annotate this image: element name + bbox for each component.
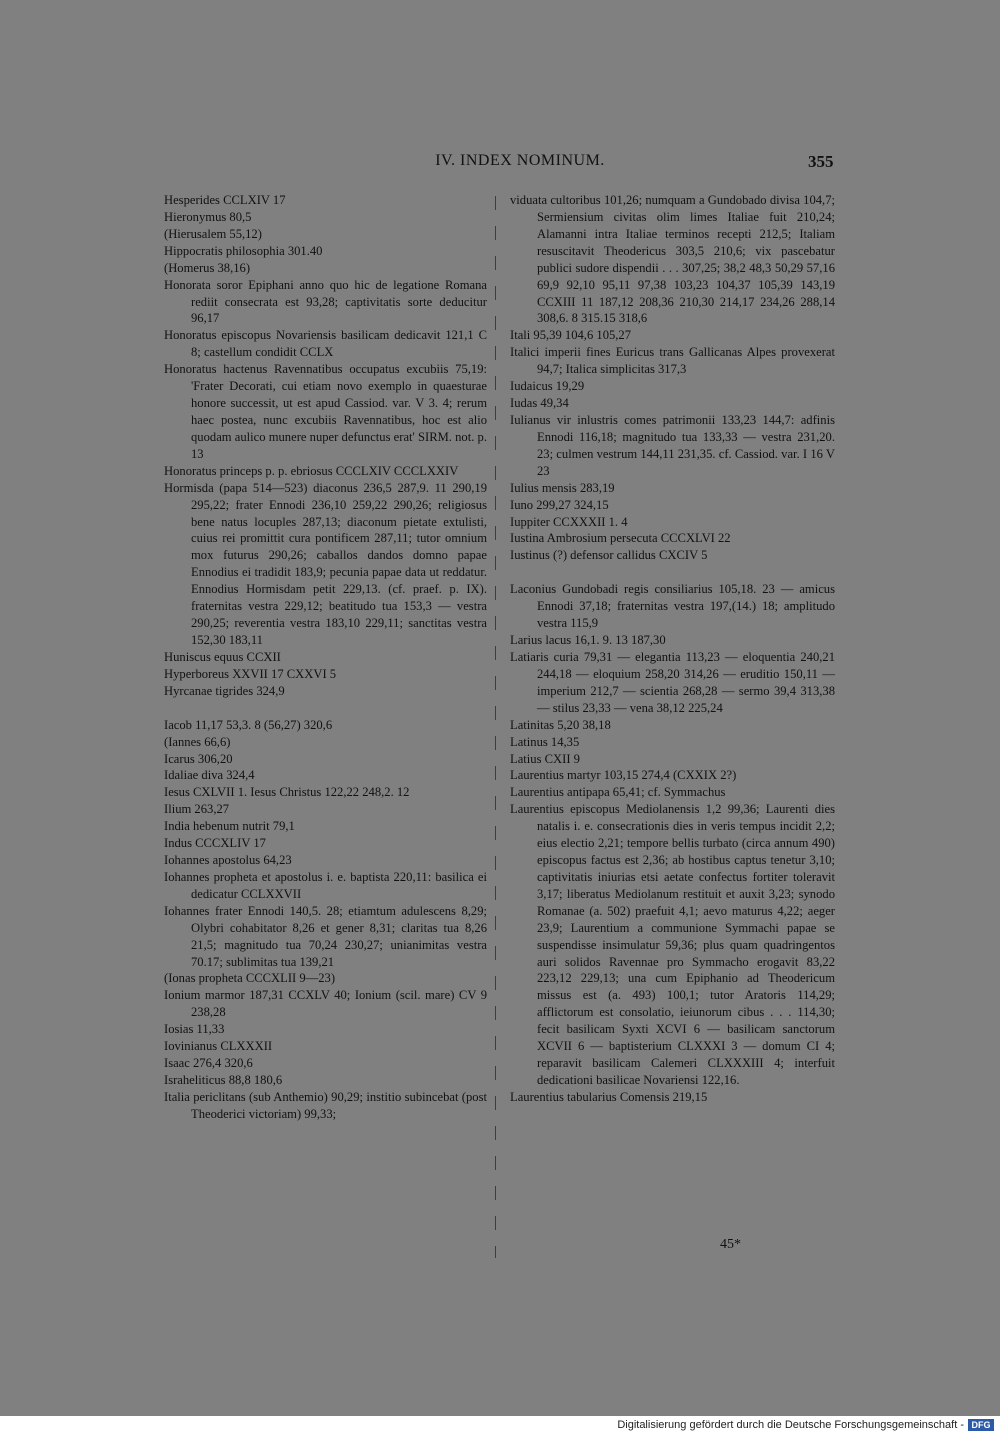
dfg-logo-icon: DFG <box>968 1419 994 1431</box>
index-entry: Hesperides CCLXIV 17 <box>164 193 286 207</box>
column-divider <box>495 196 496 1258</box>
index-entry: Latius CXII 9 <box>510 751 580 766</box>
index-entry: Iohannes propheta et apostolus i. e. baptista 220,11: basilica ei dedicatur CCLXXVII <box>164 869 487 901</box>
index-entry: Iohannes frater Ennodi 140,5. 28; etiamtum adulescens 8,29; Olybri cohabitator 8,26 et gener 8,31; claritas tua 8,26 21,5; magnitudo tua 70,24 230,27; unianimitas vestra 70.17; sublimitas tua 139,21 <box>164 903 487 969</box>
index-entry: Iesus CXLVII 1. Iesus Christus 122,22 248,2. 12 <box>164 785 410 800</box>
index-entry: Laurentius tabularius Comensis 219,15 <box>510 1089 708 1104</box>
index-entry: Honoratus hactenus Ravennatibus occupatus excubiis 75,19: 'Frater Decorati, cui etiam novo exemplo in quaesturae honore successit, ut est apud Cassiod. var. V 3. 4; rerum haec postea, nunc excubiis Ravennatibus, hoc est alio quodam aulico munere nuper defunctus erat' SIRM. not. p. 13 <box>164 362 487 461</box>
index-entry: Italia periclitans (sub Anthemio) 90,29; institio subincebat (post Theoderici victoriam) 99,33; <box>164 1089 487 1121</box>
index-entry: Iuppiter CCXXXII 1. 4 <box>510 514 628 529</box>
index-entry: Laurentius antipapa 65,41; cf. Symmachus <box>510 785 726 800</box>
index-entry: Laurentius episcopus Mediolanensis 1,2 99,36; Laurenti dies natalis i. e. consecrationis dies in veris tempus incidit 2,2; eius electio 2,21; tempore bellis turbato (circa annum 490) episcopus factus est 2,36; ab hostibus captus tenetur 3,10; captivitatis iniurias etsi aetate confectus fortiter toleravit 3,17; liberatus Mediolanum restituit et auxit 3,23; synodo Romanae (a. 502) praefuit 4,1; aevo maturus 4,22; aeger 23,9; Laurentium a communione Symmachi papae se suspendisse insimulatur 59,36; plus quam quadringentos auri solidos Ravennae pro Symmacho erogavit 83,22 223,12 229,13; una cum Epiphanio ad Theodericum missus est (a. 493) 100,1; tutor Aratoris 114,29; afflictorum est consolatio, ieiunorum cibus . . . 114,30; fecit basilicam Syxti XCVI 6 — basilicam sanctorum XCVII 6 — baptisterium CLXXXI 3 — domum CI 4; reparavit basilicam Calemeri CLXXXIII 4; interfuit dedicationi basilicae Novariensi 122,16. <box>510 802 835 1088</box>
index-entry: Honoratus episcopus Novariensis basilicam dedicavit 121,1 C 8; castellum condidit CCLX <box>164 328 487 360</box>
page-number: 355 <box>808 152 834 171</box>
index-entry: Laurentius martyr 103,15 274,4 (CXXIX 2?) <box>510 768 737 783</box>
index-column-right <box>510 192 835 1106</box>
index-entry: Israheliticus 88,8 180,6 <box>164 1073 283 1088</box>
index-entry: Iudaicus 19,29 <box>510 379 585 394</box>
index-column-left <box>164 192 487 1123</box>
index-entry: Isaac 276,4 320,6 <box>164 1056 253 1071</box>
index-entry: Iulianus vir inlustris comes patrimonii 133,23 144,7: adfinis Ennodi 116,18; magnitudo tua 133,33 — vestra 231,20. 23; culmen vestrum 144,11 231,35. cf. Cassiod. var. I 16 V 23 <box>510 412 835 478</box>
index-entry: Huniscus equus CCXII <box>164 649 281 664</box>
index-entry: Iustinus (?) defensor callidus CXCIV 5 <box>510 548 708 563</box>
index-entry: Icarus 306,20 <box>164 751 233 766</box>
index-entry: Hieronymus 80,5 <box>164 209 252 224</box>
index-entry: (Homerus 38,16) <box>164 260 251 275</box>
page-header-title: IV. INDEX NOMINUM. <box>435 152 605 169</box>
index-entry: Iosias 11,33 <box>164 1022 225 1037</box>
index-entry: Hippocratis philosophia 301.40 <box>164 243 323 258</box>
index-entry: (Ionas propheta CCCXLII 9—23) <box>164 971 336 986</box>
index-entry: (Iannes 66,6) <box>164 734 231 749</box>
index-entry: Honorata soror Epiphani anno quo hic de legatione Romana rediit consecrata est 93,28; captivitatis sorte deducitur 96,17 <box>164 277 487 326</box>
index-entry: Ilium 263,27 <box>164 802 230 817</box>
index-entry: Iustina Ambrosium persecuta CCCXLVI 22 <box>510 531 731 546</box>
index-entry: Hormisda (papa 514—523) diaconus 236,5 287,9. 11 290,19 295,22; frater Ennodi 236,10 259,22 290,26; religiosus bene natus locuples 287,13; diaconum pietate extulisti, cuius rei promittit cura pontificem 287,11; tutor omnium mox futurus 290,26; caballos dandos domno papae Ennodius ei tradidit 183,9; pecunia papae data ut reddatur. Ennodius Hormisdam petit 229,13. (cf. praef. p. IX). fraternitas vestra 229,12; beatitudo tua 153,3 — vestra 290,25; reverentia vestra 183,10 229,11; sanctitas vestra 152,30 183,11 <box>164 480 487 647</box>
index-entry: India hebenum nutrit 79,1 <box>164 819 295 834</box>
index-entry: Latinitas 5,20 38,18 <box>510 717 611 732</box>
index-entry: Larius lacus 16,1. 9. 13 187,30 <box>510 633 666 648</box>
footer-credit-text: Digitalisierung gefördert durch die Deutsche Forschungsgemeinschaft - <box>617 1419 964 1431</box>
index-entry: Idaliae diva 324,4 <box>164 768 255 783</box>
index-entry: Latinus 14,35 <box>510 734 580 749</box>
index-entry: Italici imperii fines Euricus trans Gallicanas Alpes provexerat 94,7; Italica simplicitas 317,3 <box>510 345 835 377</box>
index-entry: viduata cultoribus 101,26; numquam a Gundobado divisa 104,7; Sermiensium civitas olim limes Italiae fuit 210,24; Alamanni intra Italiae terminos recepti 212,5; Italiam resuscitavit Theodericus 303,5 210,6; vix pascebatur publici sudore dispendii . . . 307,25; 38,2 48,3 50,29 57,16 69,9 92,10 95,11 97,38 103,23 104,37 105,39 143,19 CCXIII 11 187,12 208,36 210,30 214,17 234,26 288,14 308,6. 8 315.15 318,6 <box>510 193 835 326</box>
index-entry: Iuno 299,27 324,15 <box>510 497 609 512</box>
index-entry: Iulius mensis 283,19 <box>510 480 615 495</box>
index-entry: Iovinianus CLXXXII <box>164 1039 273 1054</box>
index-entry: Itali 95,39 104,6 105,27 <box>510 328 632 343</box>
index-entry: Hyperboreus XXVII 17 CXXVI 5 <box>164 666 337 681</box>
signature-mark: 45* <box>720 1237 741 1252</box>
index-entry: Iohannes apostolus 64,23 <box>164 853 292 868</box>
index-entry: (Hierusalem 55,12) <box>164 226 262 241</box>
index-entry: Laconius Gundobadi regis consiliarius 105,18. 23 — amicus Ennodi 37,18; fraternitas vestra 197,(14.) 18; amplitudo vestra 115,9 <box>510 582 835 631</box>
section-gap <box>164 700 487 717</box>
index-entry: Iudas 49,34 <box>510 396 569 411</box>
index-entry: Latiaris curia 79,31 — elegantia 113,23 — eloquentia 240,21 244,18 — eloquium 258,20 314,26 — eruditio 150,11 — imperium 212,7 — scientia 268,28 — sermo 39,4 313,38 — stilus 23,33 — vena 38,12 225,24 <box>510 649 835 715</box>
index-entry: Honoratus princeps p. p. ebriosus CCCLXIV CCCLXXIV <box>164 463 459 478</box>
index-entry: Indus CCCXLIV 17 <box>164 836 266 851</box>
index-entry: Iacob 11,17 53,3. 8 (56,27) 320,6 <box>164 717 333 732</box>
section-gap <box>510 564 835 581</box>
index-entry: Ionium marmor 187,31 CCXLV 40; Ionium (scil. mare) CV 9 238,28 <box>164 988 487 1020</box>
index-entry: Hyrcanae tigrides 324,9 <box>164 683 285 698</box>
